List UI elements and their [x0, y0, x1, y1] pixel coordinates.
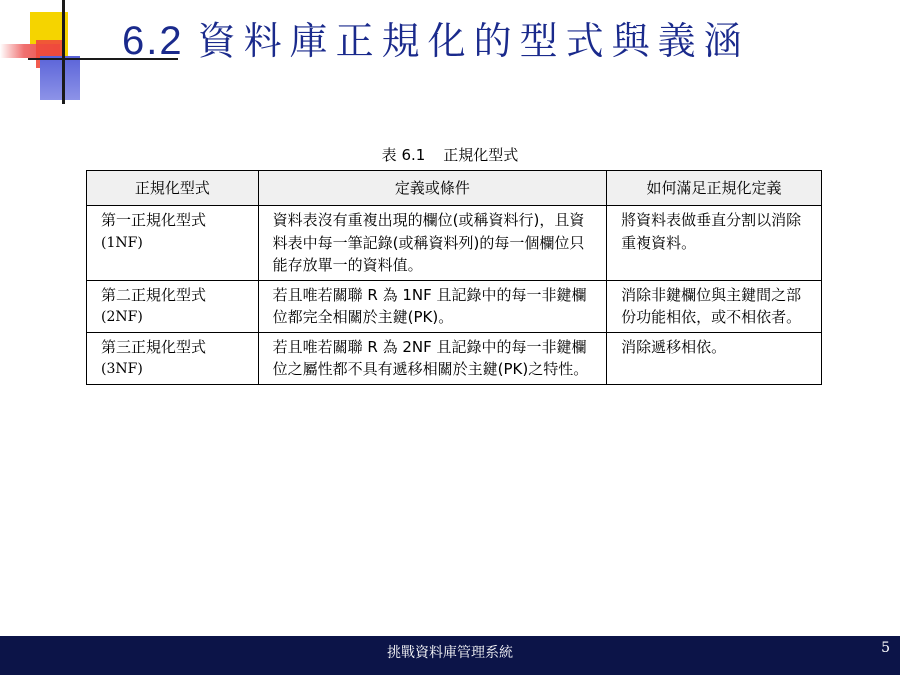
definition-cell: 資料表沒有重複出現的欄位(或稱資料行)，且資料表中每一筆記錄(或稱資料列)的每一個欄位只能存放單一的資料值。 — [258, 206, 606, 281]
how-cell: 消除非鍵欄位與主鍵間之部份功能相依，或不相依者。 — [607, 280, 822, 332]
table-row — [87, 332, 822, 384]
how-cell: 將資料表做垂直分割以消除重複資料。 — [607, 206, 822, 281]
how-cell: 消除遞移相依。 — [607, 332, 822, 384]
table-caption-label: 表 6.1 — [381, 146, 426, 164]
form-code: (2NF) — [101, 309, 143, 325]
slide-title — [122, 10, 750, 65]
form-cell — [87, 280, 259, 332]
decor-blue-square — [40, 56, 80, 100]
footer-text: 挑戰資料庫管理系統 — [387, 645, 513, 661]
header-definition: 定義或條件 — [258, 171, 606, 206]
table-caption-title: 正規化型式 — [443, 146, 519, 164]
form-name: 第三正規化型式 — [101, 337, 207, 356]
footer-bar — [0, 636, 900, 675]
table-caption — [0, 144, 900, 165]
form-cell — [87, 332, 259, 384]
page-number: 5 — [881, 640, 890, 656]
normalization-table — [86, 170, 822, 385]
slide-title-text: 資料庫正規化的型式與義涵 — [197, 19, 750, 63]
table-row — [87, 280, 822, 332]
form-cell — [87, 206, 259, 281]
header-how: 如何滿足正規化定義 — [607, 171, 822, 206]
decor-vertical-line — [62, 0, 65, 104]
slide-number: 6.2 — [122, 19, 184, 63]
table-header-row — [87, 171, 822, 206]
form-name: 第二正規化型式 — [101, 285, 207, 304]
form-name: 第一正規化型式 — [101, 211, 207, 229]
definition-cell: 若且唯若關聯 R 為 1NF 且記錄中的每一非鍵欄位都完全相關於主鍵(PK)。 — [258, 280, 606, 332]
form-code: (3NF) — [101, 361, 143, 377]
form-code: (1NF) — [101, 234, 143, 251]
definition-cell: 若且唯若關聯 R 為 2NF 且記錄中的每一非鍵欄位之屬性都不具有遞移相關於主鍵(PK)之特性。 — [258, 332, 606, 384]
table-row — [87, 206, 822, 281]
header-form: 正規化型式 — [87, 171, 259, 206]
